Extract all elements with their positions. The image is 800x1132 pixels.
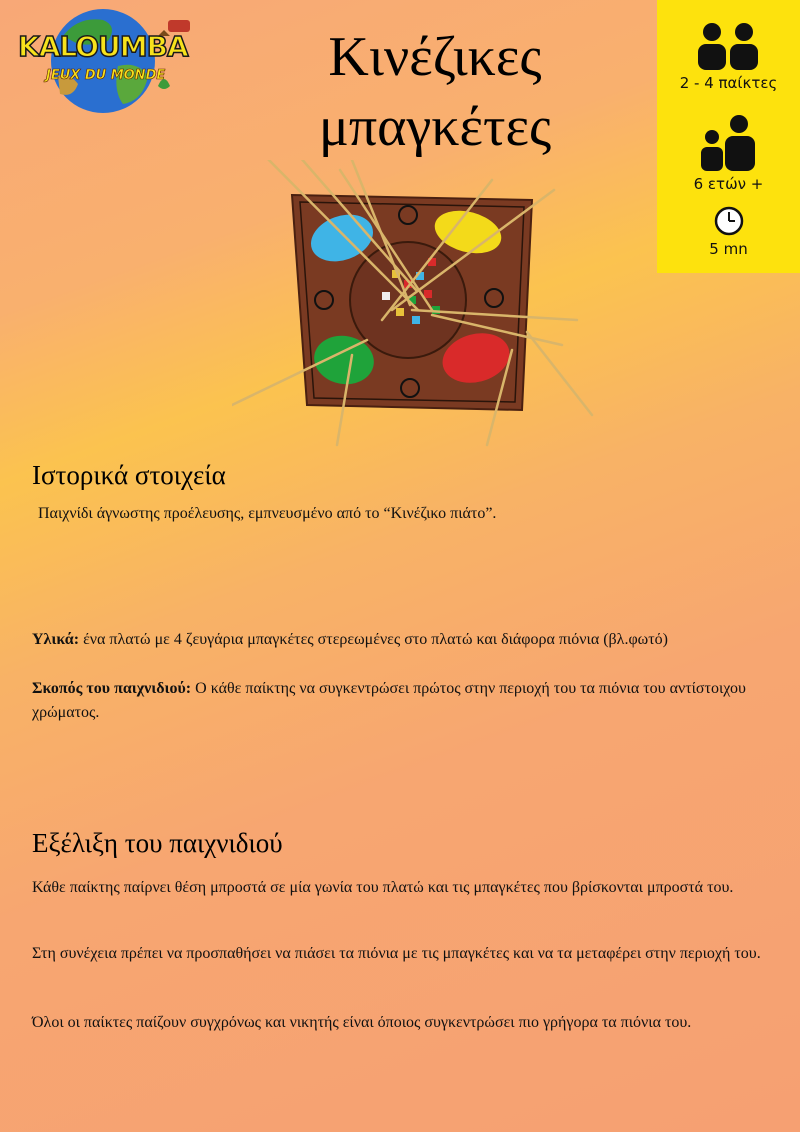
goal-paragraph — [32, 677, 762, 725]
players-count: 2 - 4 παίκτες — [679, 74, 778, 92]
goal-label: Σκοπός του παιχνιδιού: — [32, 680, 192, 697]
gameplay-heading: Εξέλιξη του παιχνιδιού — [32, 828, 283, 858]
players-icon — [694, 22, 764, 70]
players-info — [657, 22, 800, 92]
child-adult-icon — [699, 115, 759, 171]
history-heading: Ιστορικά στοιχεία — [32, 460, 226, 490]
materials-text: ένα πλατώ με 4 ζευγάρια μπαγκέτες στερεωμένες στο πλατώ και διάφορα πιόνια (βλ.φωτό) — [79, 631, 668, 648]
page-title — [220, 22, 650, 162]
game-board-photo — [232, 160, 612, 455]
goal-text: Ο κάθε παίκτης να συγκεντρώσει πρώτος στην περιοχή του τα πιόνια του αντίστοιχου χρώματος. — [32, 680, 746, 721]
logo-tagline: JEUX DU MONDE — [46, 68, 166, 83]
gameplay-paragraph-3: Όλοι οι παίκτες παίζουν συγχρόνως και νικητής είναι όποιος συγκεντρώσει πιο γρήγορα τα πιόνια του. — [32, 1014, 692, 1031]
gameplay-paragraph-1: Κάθε παίκτης παίρνει θέση μπροστά σε μία γωνία του πλατώ και τις μπαγκέτες που βρίσκονται μπροστά του. — [32, 879, 734, 896]
age-range: 6 ετών + — [693, 175, 764, 193]
gameplay-paragraph-2: Στη συνέχεια πρέπει να προσπαθήσει να πιάσει τα πιόνια με τις μπαγκέτες και να τα μεταφέρει στην περιοχή του. — [32, 945, 761, 962]
title-line-2: μπαγκέτες — [318, 96, 552, 158]
duration-info — [657, 206, 800, 258]
materials-label: Υλικά: — [32, 631, 80, 648]
title-line-1: Κινέζικες — [328, 26, 542, 88]
age-info — [657, 115, 800, 193]
logo-name: KALOUMBA — [18, 30, 188, 63]
kaloumba-logo — [8, 6, 208, 116]
duration: 5 mn — [709, 240, 748, 258]
game-info-panel — [657, 0, 800, 273]
clock-icon — [714, 206, 744, 236]
history-text: Παιχνίδι άγνωστης προέλευσης, εμπνευσμένο από το “Κινέζικο πιάτο”. — [38, 505, 497, 522]
materials-paragraph — [32, 628, 762, 652]
board-illustration — [232, 160, 612, 455]
